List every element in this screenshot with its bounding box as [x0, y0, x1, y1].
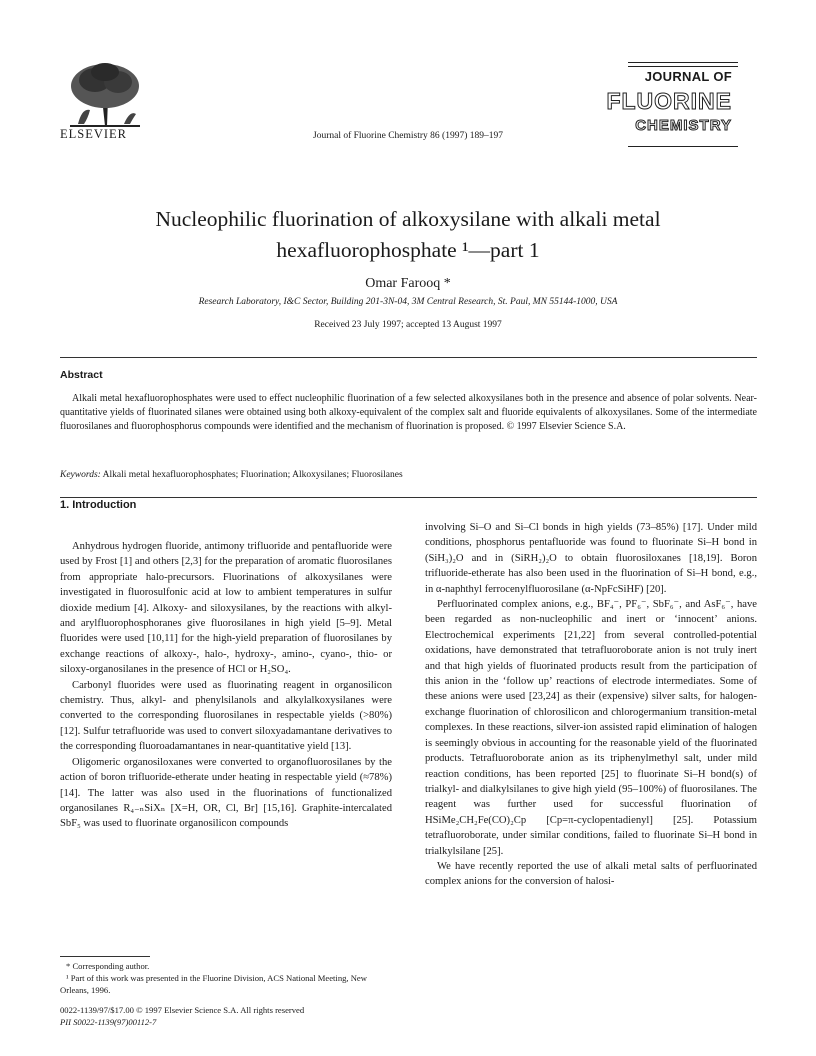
- divider-bottom: [60, 497, 757, 498]
- issn-line: 0022-1139/97/$17.00 © 1997 Elsevier Science S.A. All rights reserved: [60, 1005, 305, 1015]
- journal-logo: [606, 62, 738, 150]
- elsevier-tree-logo: [60, 58, 150, 128]
- intro-paragraph-4: involving Si–O and Si–Cl bonds in high yields (73–85%) [17]. Under mild conditions, phosphorus pentafluoride was found to fluorinate Si–H bond in (SiH₃)₂O and in (SiRH₂)₂O to obtain fluorosiloxanes [18,19]. Boron trifluoride-etherate has also been used in the fluorination of Si–H bond, e.g., in α-naphthyl ferrocenylfluorosilane (α-NpFcSiHF) [20].: [425, 522, 757, 595]
- journal-logo-fluorine: FLUORINE: [606, 88, 732, 114]
- pii-line: PII S0022-1139(97)00112-7: [60, 1017, 157, 1027]
- intro-paragraph-3: Oligomeric organosiloxanes were converted to organofluorosilanes by the action of boron trifluoride-etherate under heating in respectable yield (≈78%) [14]. The latter was also used in the fluorinations of functionalized organosilanes R₄₋ₙSiXₙ [X=H, OR, Cl, Br] [15,16]. Graphite-intercalated SbF₅ was used to fluorinate organosilicon compounds: [60, 756, 392, 830]
- keywords-line: [60, 470, 757, 480]
- footnote-corresponding: * Corresponding author.: [66, 961, 150, 971]
- keywords-list: Alkali metal hexafluorophosphates; Fluorination; Alkoxysilanes; Fluorosilanes: [102, 470, 403, 480]
- author-name: Omar Farooq *: [365, 276, 451, 291]
- article-title: Nucleophilic fluorination of alkoxysilane with alkali metal hexafluorophosphate ¹—part 1: [155, 207, 661, 262]
- intro-paragraph-2: Carbonyl fluorides were used as fluorinating reagent in organosilicon chemistry. Thus, alkyl- and phenylsilanols and alkylalkoxysilanes were converted to the corresponding fluorosilanes in respectable yields (>80%) [12]. Sulfur tetrafluoride was used to convert siloxyadamantane derivatives to the corresponding fluoroadamantanes in near-quantitative yield [13].: [60, 679, 392, 753]
- author-affiliation: Research Laboratory, I&C Sector, Building 201-3N-04, 3M Central Research, St. Paul, MN 55144-1000, USA: [198, 297, 618, 307]
- intro-paragraph-6: We have recently reported the use of alkali metal salts of perfluorinated complex anions for the conversion of halosi-: [425, 860, 757, 888]
- footnote-divider: [60, 956, 150, 957]
- publisher-name: ELSEVIER: [60, 127, 128, 141]
- right-column: [425, 520, 757, 890]
- abstract-text: Alkali metal hexafluorophosphates were used to effect nucleophilic fluorination of a few selected alkoxysilanes both in the presence and absence of polar solvents. Near-quantitative yields of fluorinated silanes were obtained using both alkoxy-equivalent of the complex salt and fluoride equivalents of alkoxysilanes. Some of the intermediate fluorosilanes and fluorophosphorus compounds were identified and the mechanism of fluorination is proposed. © 1997 Elsevier Science S.A.: [60, 393, 757, 433]
- journal-citation: Journal of Fluorine Chemistry 86 (1997) 189–197: [313, 131, 503, 141]
- intro-paragraph-1: Anhydrous hydrogen fluoride, antimony trifluoride and pentafluoride were used by Frost [1] and others [2,3] for the preparation of aromatic fluorosilanes from appropriate halo-precursors. Fluorinations of alkoxysilanes were investigated in fluorosulfonic acid at low to ambient temperatures in sulfur dioxide medium [4]. Alkoxy- and siloxysilanes, by the reactions with alkyl- and arylfluorophosphoranes give fluorosilanes in high yield [5–9]. Metal fluorides were used [10,11] for the high-yield preparation of fluorosilanes by exchange reactions of alkoxy-, halo-, hydroxy-, amino-, cyano-, thio- or siloxy-organosilanes in the presence of HCl or H₂SO₄.: [60, 541, 392, 676]
- copyright-block: [60, 1004, 304, 1028]
- abstract-heading: Abstract: [60, 369, 103, 381]
- journal-logo-chemistry: CHEMISTRY: [635, 117, 732, 134]
- footnote-presentation: ¹ Part of this work was presented in the Fluorine Division, ACS National Meeting, New Orleans, 1996.: [60, 973, 367, 995]
- journal-logo-of: JOURNAL OF: [644, 69, 732, 84]
- keywords-label: Keywords:: [60, 470, 101, 480]
- received-dates: Received 23 July 1997; accepted 13 August 1997: [314, 320, 502, 330]
- intro-paragraph-5: Perfluorinated complex anions, e.g., BF₄⁻, PF₆⁻, SbF₆⁻, and AsF₆⁻, have been regarded as non-nucleophilic and inert or ‘innocent’ anions. Electrochemical experiments [21,22] from several controlled-potential oxidations, have demonstrated that tetrafluoroborate anion is not truly inert and that high yields of fluorinated products result from the participation of this anion in the ‘follow up’ reactions of electrode intermediates. Some of these anions were used [23,24] as their (expensive) silver salts, for halogen-exchange fluorination of chlorosilicon and chlorogermanium transition-metal complexes. In these reactions, silver-ion assisted rapid elimination of halogen is seemingly obvious in accounting for the reasonable yield of the fluorinated products. Tetrafluoroborate anion as its triphenylmethyl salt, under mild reaction conditions, has been reported [25] to fluorinate Si–H bond(s) of trialkyl- and dialkylsilanes to give high yield (95–100%) of fluorosilanes. The reagent was further used for successful fluorination of HSiMe₂CH₂Fe(CO)₂Cp [Cp=π-cyclopentadienyl] [25]. Potassium tetrafluoroborate, under similar conditions, failed to fluorinate Si–H bond in trialkylsilane [25].: [425, 599, 757, 857]
- section-heading-introduction: 1. Introduction: [60, 499, 137, 511]
- left-column: [60, 539, 392, 832]
- divider-top: [60, 357, 757, 358]
- footnotes: [60, 960, 392, 996]
